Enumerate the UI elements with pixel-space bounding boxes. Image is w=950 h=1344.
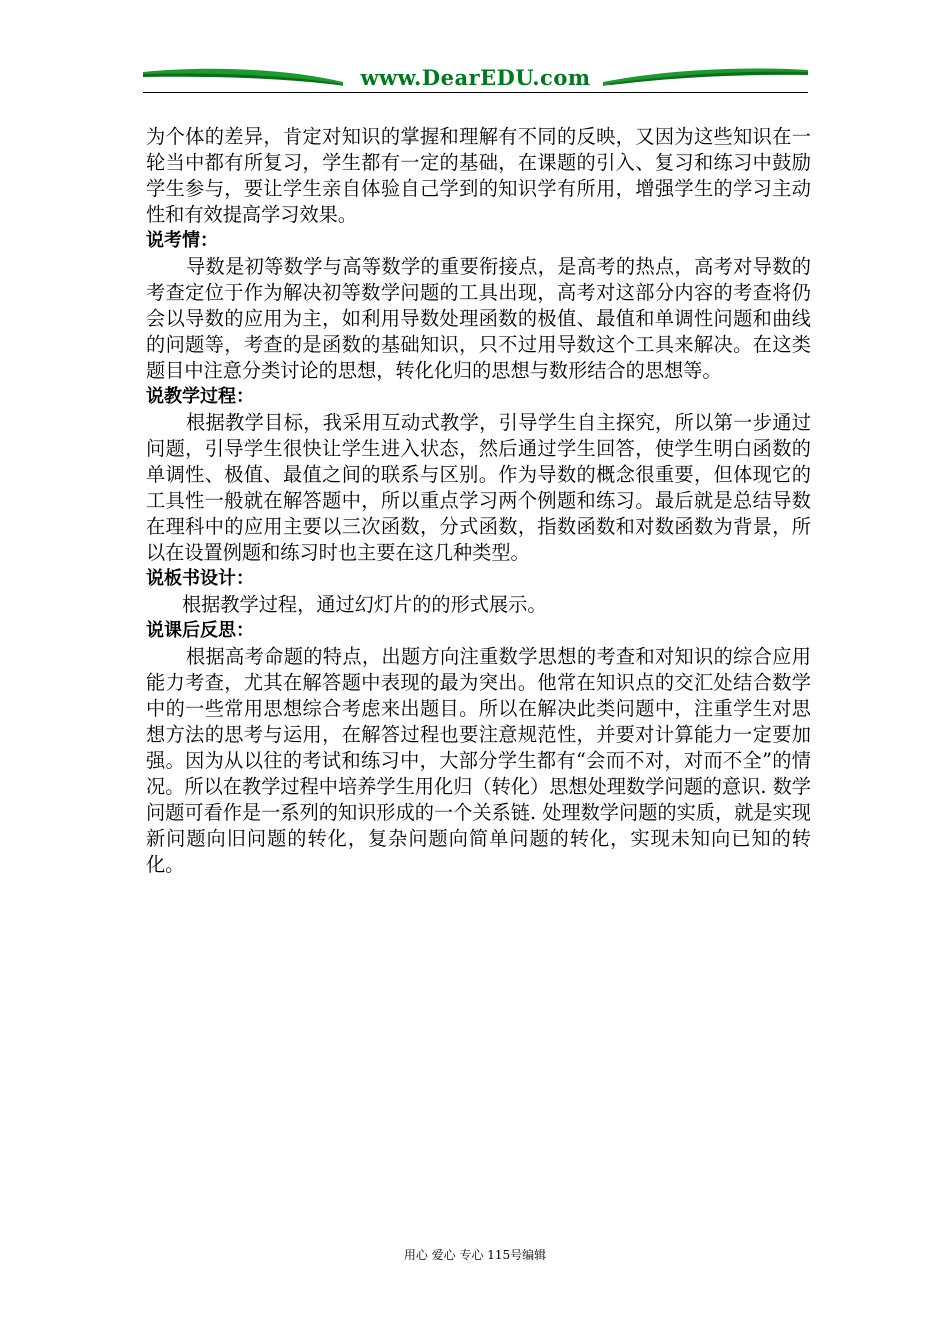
reflection-paragraph: 根据高考命题的特点，出题方向注重数学思想的考查和对知识的综合应用能力考查，尤其在解答题中表现的最为突出。他常在知识点的交汇处结合数学中的一些常用思想综合考虑来出题目。所以在解决此类问题中，注重学生对思想方法的思考与运用，在解答过程也要注意规范性，并要对计算能力一定要加强。因为从以往的考试和练习中，大部分学生都有“会而不对，对而不全”的情况。所以在教学过程中培养学生用化归（转化）思想处理数学问题的意识. 数学问题可看作是一系列的知识形成的一个关系链. 处理数学问题的实质，就是实现新问题向旧问题的转化，复杂问题向简单问题的转化，实现未知向已知的转化。: [146, 645, 811, 876]
intro-paragraph: 为个体的差异，肯定对知识的掌握和理解有不同的反映，又因为这些知识在一轮当中都有所复习，学生都有一定的基础，在课题的引入、复习和练习中鼓励学生参与，要让学生亲自体验自己学到的知识学有所用，增强学生的学习主动性和有效提高学习效果。: [146, 125, 811, 226]
document-body: [146, 124, 811, 878]
page-footer: 用心 爱心 专心 115号编辑: [403, 1248, 547, 1262]
exam-paragraph: 导数是初等数学与高等数学的重要衔接点，是高考的热点，高考对导数的考查定位于作为解决初等数学问题的工具出现，高考对这部分内容的考查将仍会以导数的应用为主，如利用导数处理函数的极值、最值和单调性问题和曲线的问题等，考查的是函数的基础知识，只不过用导数这个工具来解决。在这类题目中注意分类讨论的思想，转化化归的思想与数形结合的思想等。: [146, 255, 811, 382]
board-paragraph: 根据教学过程，通过幻灯片的的形式展示。: [182, 593, 547, 616]
section-heading-process: 说教学过程：: [146, 386, 254, 407]
process-paragraph: 根据教学目标，我采用互动式教学，引导学生自主探究，所以第一步通过问题，引导学生很快让学生进入状态，然后通过学生回答，使学生明白函数的单调性、极值、最值之间的联系与区别。作为导数的概念很重要，但体现它的工具性一般就在解答题中，所以重点学习两个例题和练习。最后就是总结导数在理科中的应用主要以三次函数，分式函数，指数函数和对数函数为背景，所以在设置例题和练习时也主要在这几种类型。: [146, 411, 811, 564]
page-header: [143, 62, 808, 92]
section-heading-reflection: 说课后反思：: [146, 620, 254, 641]
header-divider: [143, 92, 808, 93]
site-url: www.DearEDU.com: [360, 65, 591, 90]
section-heading-exam: 说考情：: [146, 230, 218, 251]
section-heading-board: 说板书设计：: [146, 568, 254, 589]
